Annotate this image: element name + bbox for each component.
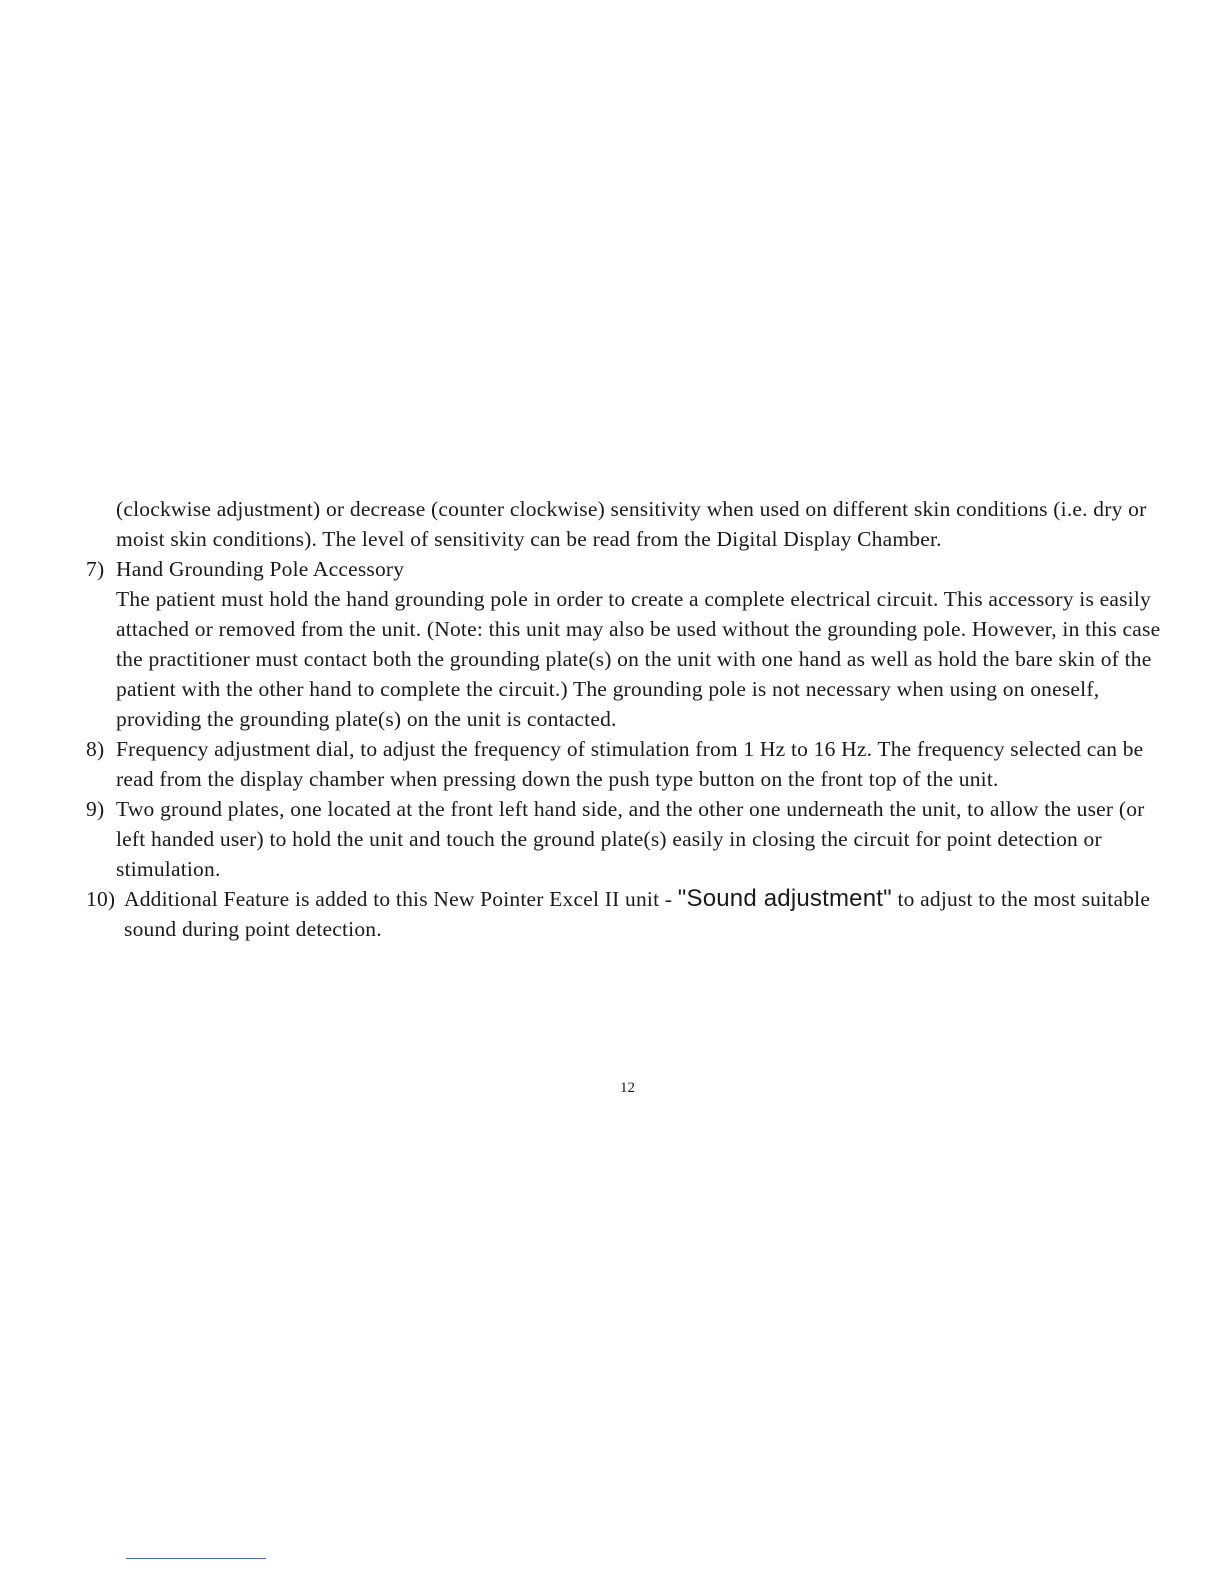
continuation-paragraph: (clockwise adjustment) or decrease (counter clockwise) sensitivity when used on different skin conditions (i.e. dry or moist skin conditions). The level of sensitivity can be read from the Digital Display Chamber. [116,497,1147,551]
sound-adjustment-highlight: "Sound adjustment" [677,885,892,912]
list-item-text: Two ground plates, one located at the front left hand side, and the other one underneath the unit, to allow the user (or left handed user) to hold the unit and touch the ground plate(s) easily in closing the circuit for point detection or stimulation. [116,797,1145,881]
list-item-number: 7) [86,557,105,581]
list-item-9 [86,794,1166,884]
list-item-title: Hand Grounding Pole Accessory [116,557,405,581]
list-item-number: 8) [86,737,105,761]
page-number: 12 [620,1080,635,1096]
list-item-text [124,884,1166,944]
list-item-7 [86,554,1166,734]
list-item-10 [86,884,1166,944]
list-item-text-end: to adjust to the most suitable sound during point detection. [124,887,1151,941]
list-item-number: 9) [86,797,105,821]
list-item-8 [86,734,1166,794]
list-item-text-start: Additional Feature is added to this New Pointer Excel II unit - [124,887,678,911]
document-body [86,494,1166,944]
list-item-text: Frequency adjustment dial, to adjust the frequency of stimulation from 1 Hz to 16 Hz. The frequency selected can be read from the display chamber when pressing down the push type button on the front top of the unit. [116,737,1144,791]
list-item-number: 10) [86,887,116,911]
list-item-text: The patient must hold the hand grounding pole in order to create a complete electrical circuit. This accessory is easily attached or removed from the unit. (Note: this unit may also be used without the grounding pole. However, in this case the practitioner must contact both the grounding plate(s) on the unit with one hand as well as hold the bare skin of the patient with the other hand to complete the circuit.) The grounding pole is not necessary when using on oneself, providing the grounding plate(s) on the unit is contacted. [116,587,1161,731]
footnote-divider [126,1558,266,1559]
